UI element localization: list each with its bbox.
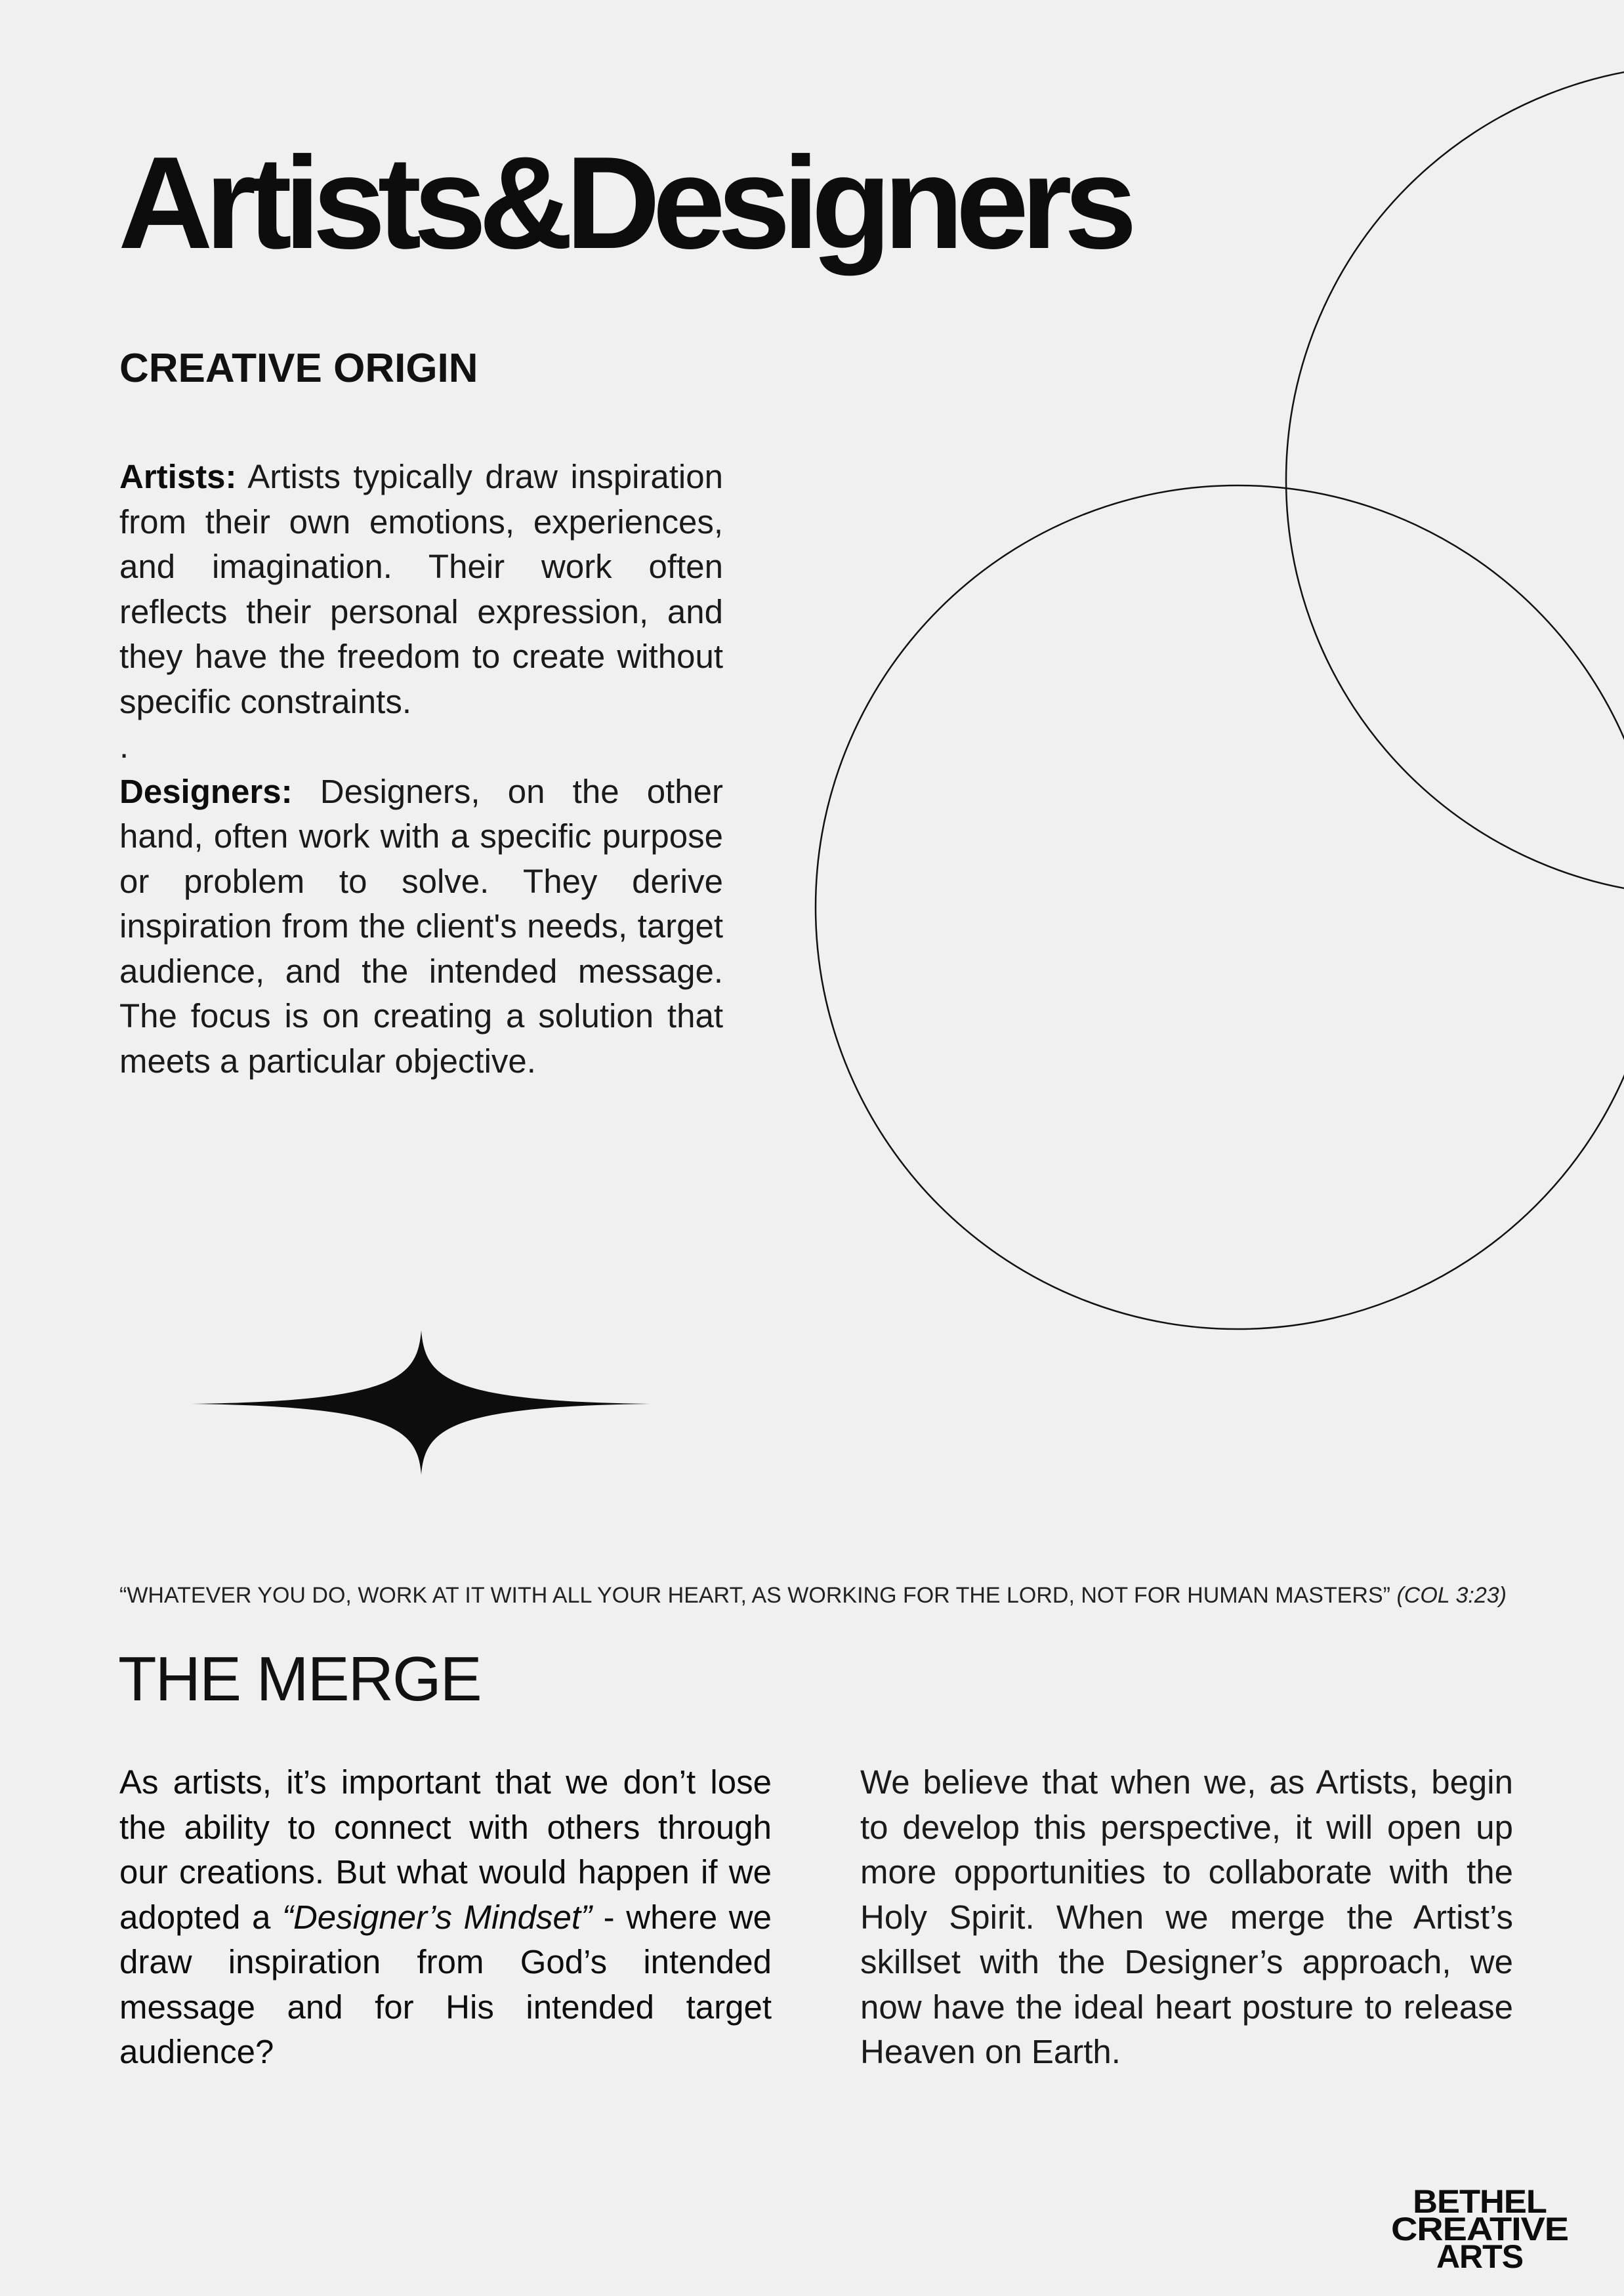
merge-right-column bbox=[860, 1760, 1513, 2075]
merge-left-text-1: As artists, it’s important that we don’t lose the ability to connect with others through our creations. But what would happen if we adopted a bbox=[119, 1763, 772, 1936]
logo-line-2: CREATIVE bbox=[1390, 2211, 1569, 2247]
merge-left-column bbox=[119, 1760, 772, 2075]
artists-label: Artists: bbox=[119, 458, 237, 495]
creative-origin-heading: CREATIVE ORIGIN bbox=[119, 346, 478, 391]
bethel-creative-arts-logo bbox=[1362, 2183, 1598, 2275]
merge-right-text: We believe that when we, as Artists, begin to develop this perspective, it will open up more opportunities to collaborate with the Holy Spirit. When we merge the Artist’s skillset with the Designer’s approach, we now have the ideal heart posture to release Heaven on Earth. bbox=[860, 1763, 1513, 2070]
merge-left-emphasis: “Designer’s Mindset” bbox=[281, 1898, 593, 1936]
paragraph-separator: . bbox=[119, 728, 129, 765]
designers-paragraph bbox=[119, 769, 723, 1084]
artists-text: Artists typically draw inspiration from their own emotions, experiences, and imagination. Their work often reflects their personal expression, and they have the freedom to create without specific constraints. bbox=[119, 458, 723, 720]
quote-text: “WHATEVER YOU DO, WORK AT IT WITH ALL YOUR HEART, AS WORKING FOR THE LORD, NOT FOR HUMAN MASTERS” bbox=[119, 1583, 1390, 1608]
logo-line-1: BETHEL bbox=[1413, 2183, 1547, 2220]
designers-label: Designers: bbox=[119, 772, 293, 810]
quote-reference: (COL 3:23) bbox=[1396, 1583, 1507, 1608]
creative-origin-body bbox=[119, 455, 723, 1084]
sparkle-star-icon bbox=[190, 1330, 650, 1475]
artists-paragraph bbox=[119, 455, 723, 724]
merge-left-text-2: - where we draw inspiration from God’s intended message and for His intended target audience? bbox=[119, 1898, 772, 2070]
page-title: Artists&Designers bbox=[118, 130, 1130, 276]
logo-line-3: ARTS bbox=[1436, 2238, 1524, 2275]
large-circle-outline bbox=[816, 485, 1624, 1329]
upper-right-circle-outline bbox=[1286, 65, 1624, 895]
scripture-quote bbox=[119, 1581, 1507, 1610]
merge-heading: THE MERGE bbox=[118, 1644, 481, 1714]
designers-text: Designers, on the other hand, often work with a specific purpose or problem to solve. They derive inspiration from the client's needs, target audience, and the intended message. The focus is on creating a solution that meets a particular objective. bbox=[119, 772, 723, 1080]
